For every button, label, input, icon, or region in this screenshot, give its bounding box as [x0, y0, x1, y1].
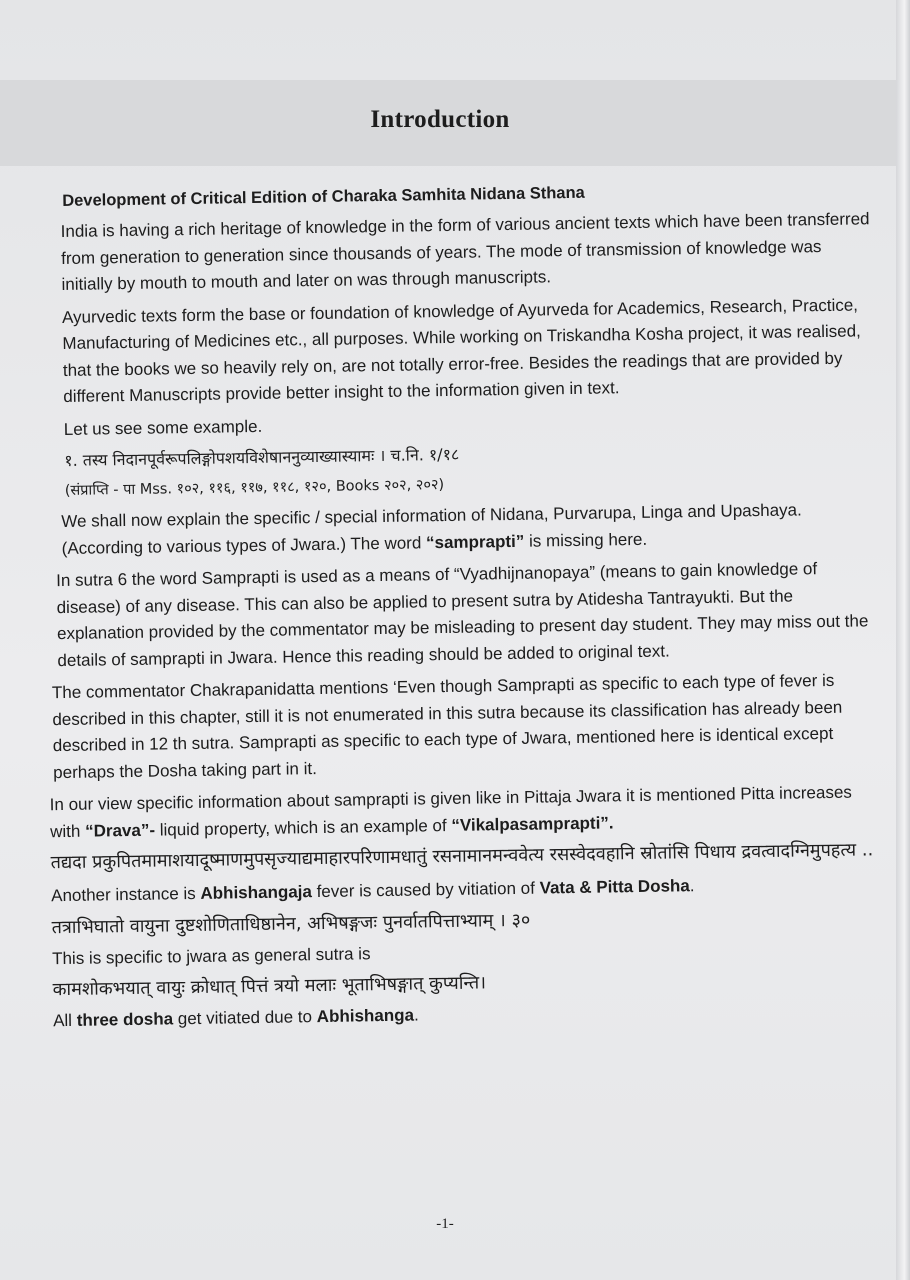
text-run: liquid property, which is an example of [154, 815, 452, 840]
manuscript-reference: (संप्राप्ति - पा Mss. १०२, ११६, ११७, ११८, १२०, Books २०२, २०२) [64, 477, 445, 499]
bold-term-vikalpasamprapti: “Vikalpasamprapti”. [451, 812, 614, 835]
paragraph-general-sutra: This is specific to jwara as general sutra is [51, 943, 371, 968]
bold-term-abhishangaja: Abhishangaja [200, 882, 313, 903]
bold-term-vata-pitta: Vata & Pitta Dosha [539, 876, 690, 898]
sanskrit-verse-1: १. तस्य निदानपूर्वरूपलिङ्गोपशयविशेषाननुव्याख्यास्यामः । च.नि. १/१८ [64, 444, 460, 470]
bold-term-three-dosha: three dosha [76, 1009, 174, 1030]
page-content [40, 173, 883, 1040]
paragraph-sutra-6: In sutra 6 the word Samprapti is used as a means of “Vyadhijnanopaya” (means to gain knowledge of disease) of any disease. This can also be applied to present sutra by Atidesha Tantrayukti. But the explanation provided by the commentator may be misleading to present day student. They may miss out the details of samprapti in Jwara. Hence this reading should be added to original text. [56, 559, 869, 670]
page-edge [896, 0, 910, 1280]
sanskrit-verse-3: तत्राभिघातो वायुना दुष्टशोणिताधिष्ठानेन, अभिषङ्गजः पुनर्वातपित्ताभ्याम् । ३० [51, 909, 531, 938]
paragraph-example-intro: Let us see some example. [63, 416, 263, 439]
text-run: fever is caused by vitiation of [311, 878, 540, 902]
text-run: get vitiated due to [172, 1007, 317, 1029]
bold-term-samprapti: “samprapti” [425, 531, 525, 552]
paragraph-ayurvedic-texts: Ayurvedic texts form the base or foundation of knowledge of Ayurveda for Academics, Research, Practice, Manufacturing of Medicines etc., all purposes. While working on Triskandha Kosha project, it was realised, that the books we so heavily rely on, are not totally error-free. Besides the readings that are provided by different Manuscripts provide better insight to the information given in text. [61, 294, 861, 406]
text-run: All [52, 1010, 77, 1031]
text-run: . [413, 1005, 419, 1025]
bold-term-drava: “Drava”- [84, 820, 156, 841]
bold-term-abhishanga: Abhishanga [316, 1005, 415, 1027]
text-run: Another instance is [50, 883, 201, 906]
sanskrit-verse-4: कामशोकभयात् वायुः क्रोधात् पित्तं त्रयो मलाः भूताभिषङ्गात् कुप्यन्ति। [52, 972, 487, 1001]
page-title: Introduction [370, 106, 510, 133]
text-run: is missing here. [524, 529, 648, 551]
page-number: -1- [436, 1216, 454, 1232]
text-run: In our view specific information about samprapti is given like in Pittaja Jwara it is mentioned Pitta increases with [49, 782, 852, 841]
paragraph-explanation [61, 496, 876, 562]
paragraph-our-view [50, 779, 881, 845]
text-run: We shall now explain the specific / special information of Nidana, Purvarupa, Linga and Upashaya. (According to various types of Jwara.) The word [61, 500, 802, 558]
paragraph-heritage: India is having a rich heritage of knowledge in the form of various ancient texts which have been transferred from generation to generation since thousands of years. The mode of transmission of knowledge was initially by mouth to mouth and later on was through manuscripts. [60, 209, 870, 294]
text-run: . [689, 876, 695, 896]
section-heading: Development of Critical Edition of Charaka Samhita Nidana Sthana [62, 183, 585, 210]
sanskrit-verse-2: तद्यदा प्रकुपितमामाशयादूष्माणमुपसृज्याद्यमाहारपरिणामधातुं रसनामानमन्ववेत्य रसस्वेदवहानि स्रोतांसि पिधाय द्रवत्वादग्निमुपहत्य .. [50, 839, 874, 874]
paragraph-commentator: The commentator Chakrapanidatta mentions ‘Even though Samprapti as specific to each type of fever is described in this chapter, still it is not enumerated in this sutra because its classification has already been described in 12 th sutra. Samprapti as specific to each type of Jwara, mentioned here is identical except perhaps the Dosha taking part in it. [51, 670, 843, 782]
